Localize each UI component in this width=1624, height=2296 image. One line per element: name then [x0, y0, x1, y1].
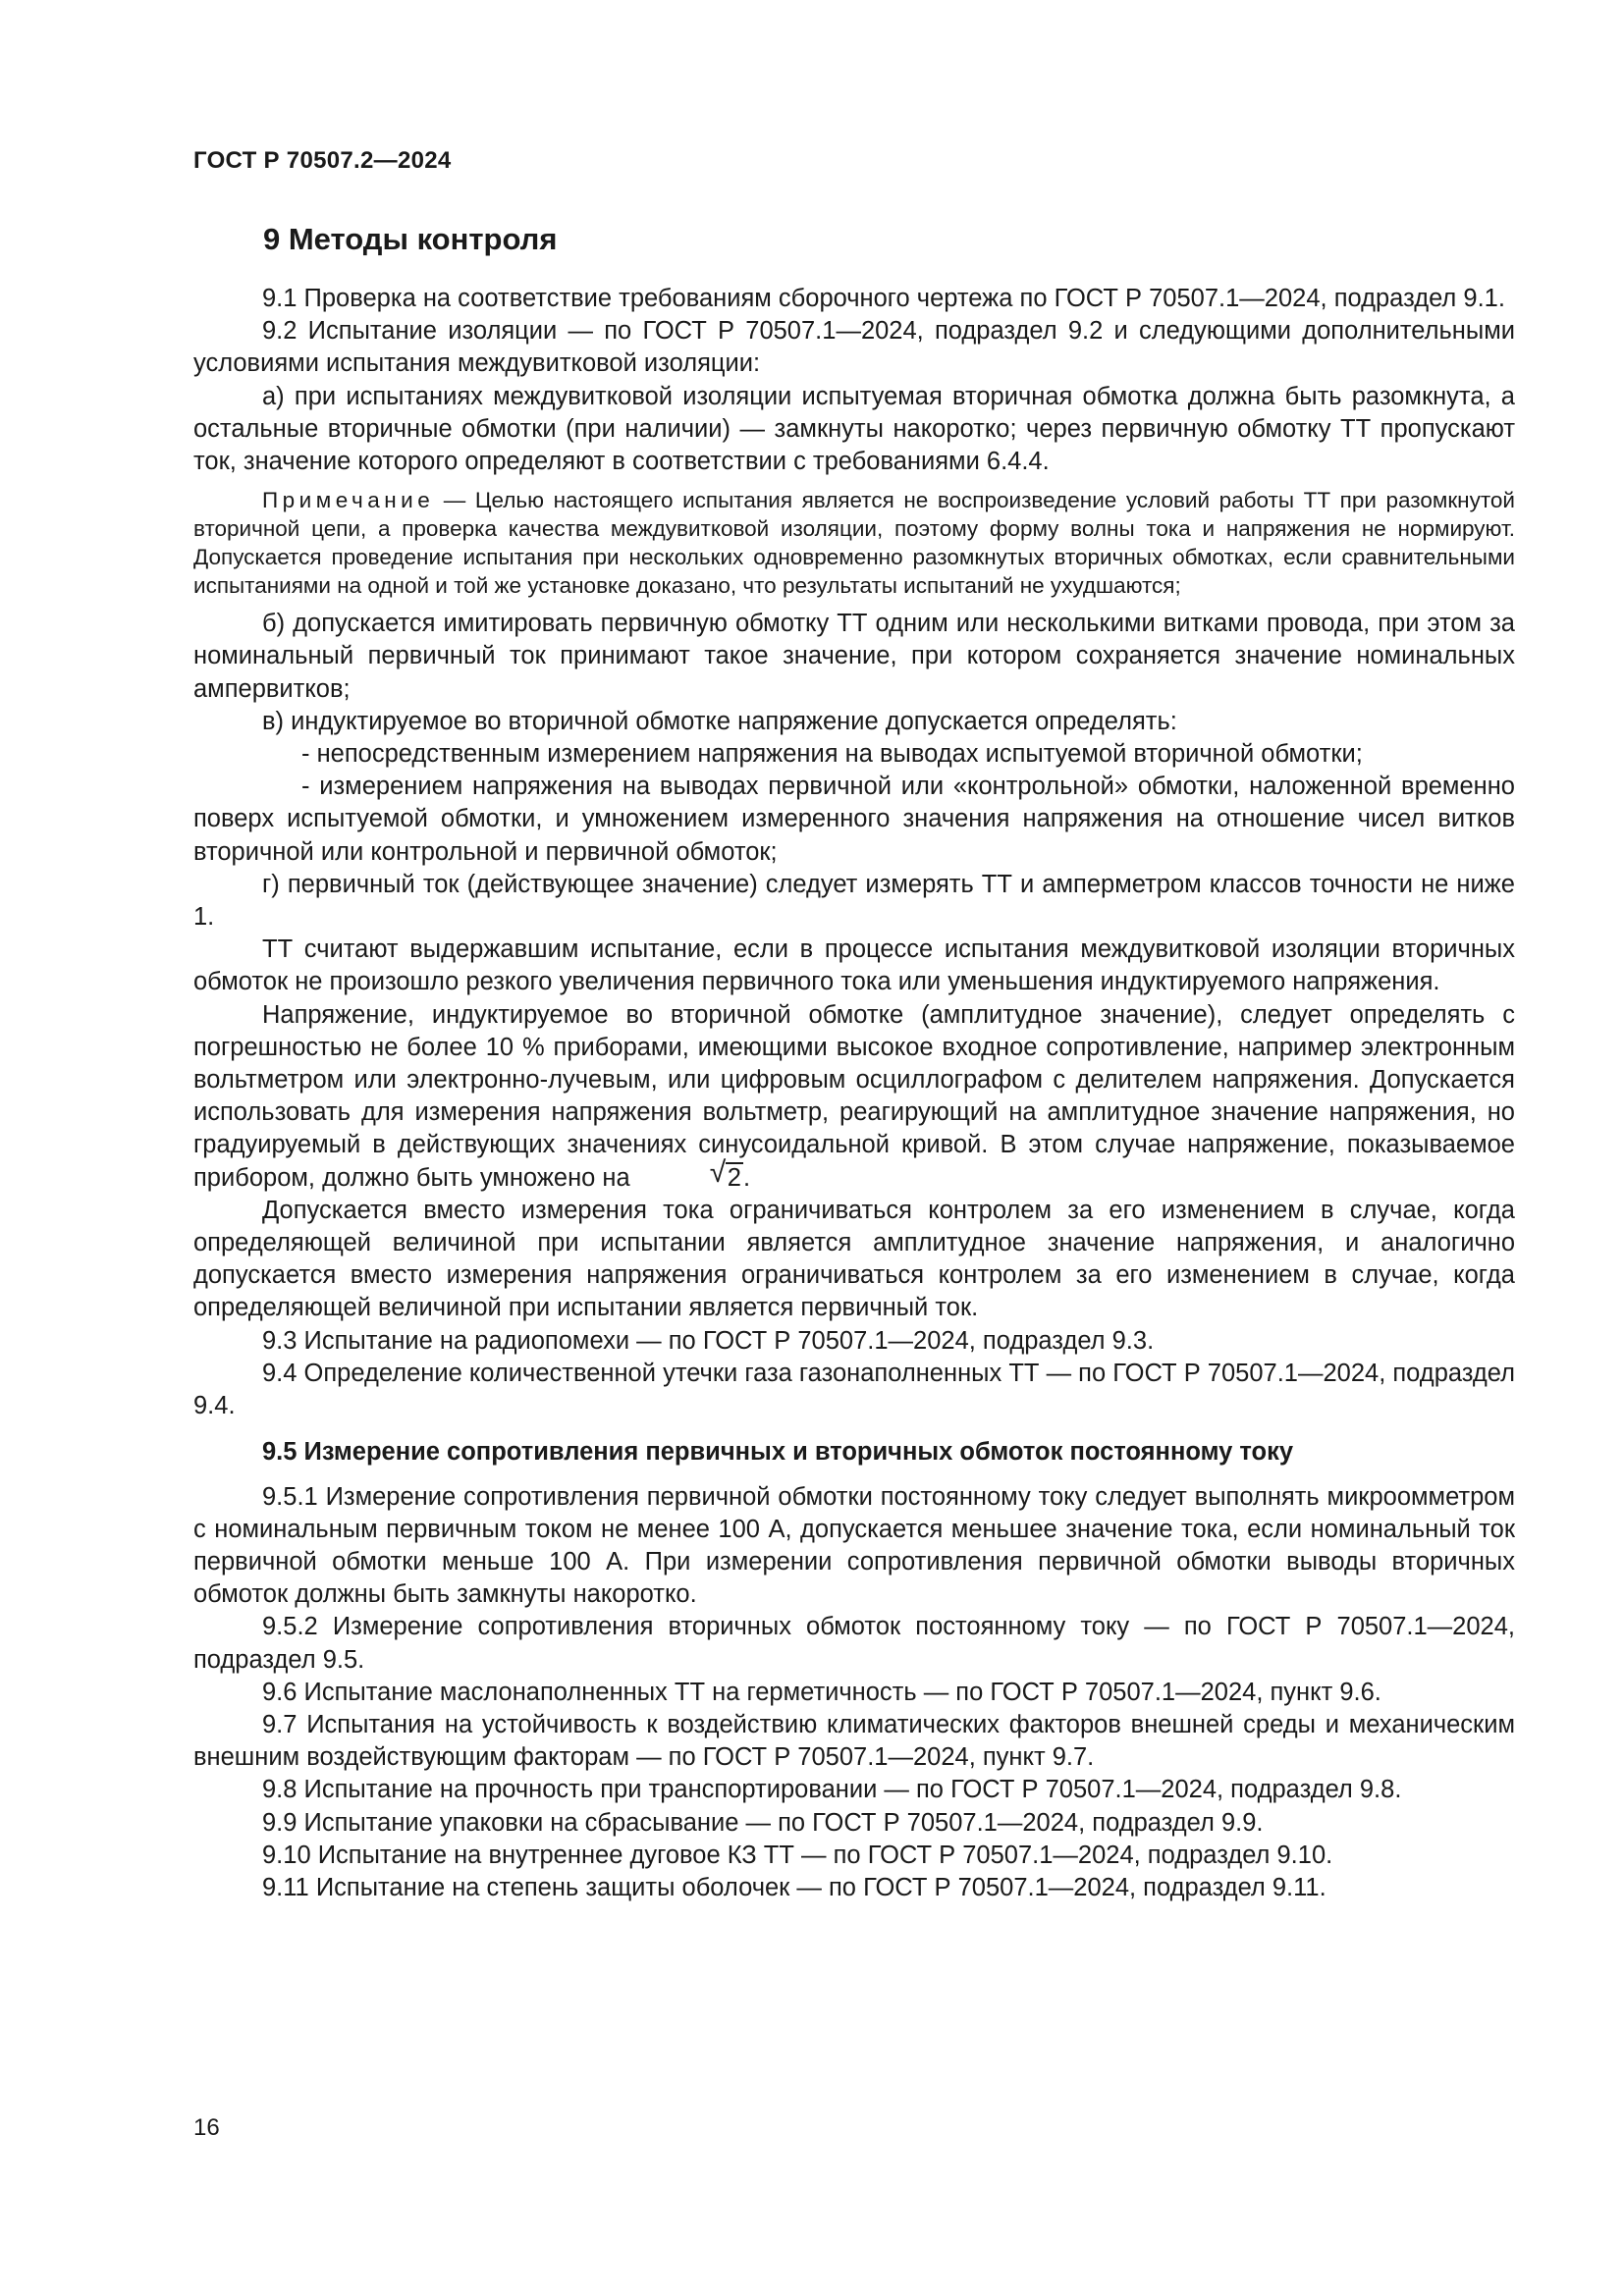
- list-item-g: г) первичный ток (действующее значение) следует измерять ТТ и амперметром классов точности не ниже 1.: [193, 870, 1515, 932]
- document-body: [193, 283, 1515, 1904]
- paragraph-9-10: 9.10 Испытание на внутреннее дуговое КЗ ТТ — по ГОСТ Р 70507.1—2024, подраздел 9.10.: [262, 1841, 1333, 1869]
- paragraph-9-9: 9.9 Испытание упаковки на сбрасывание — по ГОСТ Р 70507.1—2024, подраздел 9.9.: [262, 1808, 1264, 1837]
- voltage-text: Напряжение, индуктируемое во вторичной обмотке (амплитудное значение), следует определять с погрешностью не более 10 % приборами, имеющими высокое входное сопротивление, например электронным вольтметром или электронно-лучевым, или цифровым осциллографом с делителем напряжения. Допускается использовать для измерения напряжения вольтметр, реагирующий на амплитудное значение напряжения, но градуируемый в действующих значениях синусоидальной кривой. В этом случае напряжение, показываемое прибором, должно быть умножено на: [193, 1000, 1515, 1192]
- standard-header: ГОСТ Р 70507.2—2024: [193, 147, 452, 174]
- voltage-text-end: .: [742, 1163, 751, 1192]
- list-item-v: в) индуктируемое во вторичной обмотке напряжение допускается определять:: [262, 707, 1177, 735]
- list-item-b: б) допускается имитировать первичную обмотку ТТ одним или несколькими витками провода, при этом за номинальный первичный ток принимают такое значение, при котором сохраняется значение номинальных ампервитков;: [193, 610, 1515, 703]
- note-label: Примечание: [262, 488, 435, 513]
- paragraph-9-1: 9.1 Проверка на соответствие требованиям сборочного чертежа по ГОСТ Р 70507.1—2024, подраздел 9.1.: [262, 285, 1505, 312]
- dash-item-1: - непосредственным измерением напряжения на выводах испытуемой вторичной обмотки;: [301, 740, 1363, 769]
- section-title: 9 Методы контроля: [263, 222, 558, 256]
- radical-sign-icon: √: [709, 1155, 727, 1189]
- note-text: — Целью настоящего испытания является не воспроизведение условий работы ТТ при разомкнутой вторичной цепи, а проверка качества междувитковой изоляции, поэтому форму волны тока и напряжения не нормируют. Допускается проведение испытания при нескольких одновременно разомкнутых вторичных обмотках, если сравнительными испытаниями на одной и той же установке доказано, что результаты испытаний не ухудшаются;: [193, 488, 1515, 599]
- subsection-title-9-5: 9.5 Измерение сопротивления первичных и вторичных обмоток постоянному току: [262, 1438, 1294, 1467]
- sqrt-value: 2: [727, 1163, 741, 1192]
- list-item-a: а) при испытаниях междувитковой изоляции испытуемая вторичная обмотка должна быть разомкнута, а остальные вторичные обмотки (при наличии) — замкнуты накоротко; через первичную обмотку ТТ пропускают ток, значение которого определяют в соответствии с требованиями 6.4.4.: [193, 382, 1515, 476]
- paragraph-voltage: [193, 999, 1515, 1195]
- paragraph-tt-passed: ТТ считают выдержавшим испытание, если в процессе испытания междувитковой изоляции вторичных обмоток не произошло резкого увеличения первичного тока или уменьшения индуктируемого напряжения.: [193, 935, 1515, 996]
- dash-item-2: - измерением напряжения на выводах первичной или «контрольной» обмотки, наложенной временно поверх испытуемой обмотки, и умножением измеренного значения напряжения на отношение чисел витков вторичной или контрольной и первичной обмоток;: [193, 773, 1515, 866]
- paragraph-9-7: 9.7 Испытания на устойчивость к воздействию климатических факторов внешней среды и механическим внешним воздействующим факторам — по ГОСТ Р 70507.1—2024, пункт 9.7.: [193, 1710, 1515, 1772]
- paragraph-9-8: 9.8 Испытание на прочность при транспортировании — по ГОСТ Р 70507.1—2024, подраздел 9.8.: [262, 1776, 1402, 1804]
- paragraph-9-5-1: 9.5.1 Измерение сопротивления первичной обмотки постоянному току следует выполнять микроомметром с номинальным первичным током не менее 100 А, допускается меньшее значение тока, если номинальный ток первичной обмотки меньше 100 А. При измерении сопротивления первичной обмотки выводы вторичных обмоток должны быть замкнуты накоротко.: [193, 1482, 1515, 1609]
- paragraph-allowed: Допускается вместо измерения тока ограничиваться контролем за его изменением в случае, когда определяющей величиной при испытании является амплитудное значение напряжения, и аналогично допускается вместо измерения напряжения ограничиваться контролем за его изменением в случае, когда определяющей величиной при испытании является первичный ток.: [193, 1196, 1515, 1322]
- paragraph-9-2: 9.2 Испытание изоляции — по ГОСТ Р 70507.1—2024, подраздел 9.2 и следующими дополнительными условиями испытания междувитковой изоляции:: [193, 317, 1515, 378]
- square-root-formula: [641, 1155, 743, 1195]
- paragraph-9-4: 9.4 Определение количественной утечки газа газонаполненных ТТ — по ГОСТ Р 70507.1—2024, подраздел 9.4.: [193, 1359, 1515, 1420]
- note-block: [193, 486, 1515, 600]
- paragraph-9-5-2: 9.5.2 Измерение сопротивления вторичных обмоток постоянному току — по ГОСТ Р 70507.1—2024, подраздел 9.5.: [193, 1613, 1515, 1674]
- paragraph-9-11: 9.11 Испытание на степень защиты оболочек — по ГОСТ Р 70507.1—2024, подраздел 9.11.: [262, 1873, 1326, 1901]
- paragraph-9-3: 9.3 Испытание на радиопомехи — по ГОСТ Р 70507.1—2024, подраздел 9.3.: [262, 1326, 1155, 1355]
- page-number: 16: [193, 2114, 220, 2141]
- paragraph-9-6: 9.6 Испытание маслонаполненных ТТ на герметичность — по ГОСТ Р 70507.1—2024, пункт 9.6.: [262, 1678, 1381, 1706]
